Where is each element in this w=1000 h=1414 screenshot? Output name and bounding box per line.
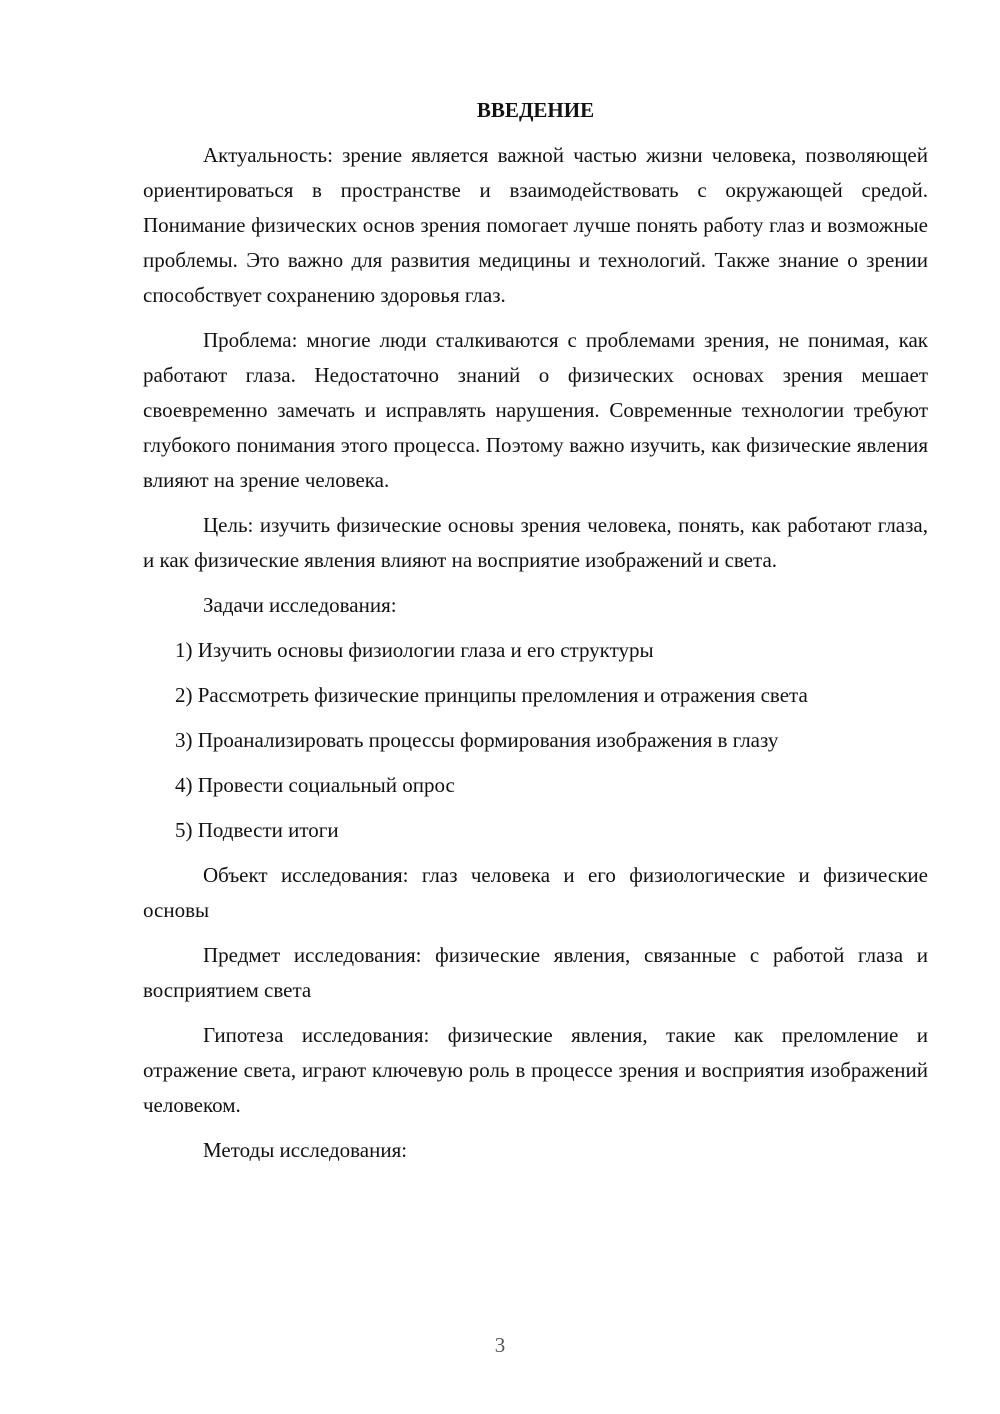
task-item: 3) Проанализировать процессы формирования изображения в глазу <box>175 728 779 752</box>
hypothesis-paragraph: Гипотеза исследования: физические явления, такие как преломление и отражение света, играют ключевую роль в процессе зрения и восприятия изображений человеком. <box>143 1023 928 1117</box>
task-item: 4) Провести социальный опрос <box>175 773 455 797</box>
relevance-paragraph: Актуальность: зрение является важной частью жизни человека, позволяющей ориентироваться в пространстве и взаимодействовать с окружающей средой. Понимание физических основ зрения помогает лучше понять работу глаз и возможные проблемы. Это важно для развития медицины и технологий. Также знание о зрении способствует сохранению здоровья глаз. <box>143 143 928 307</box>
tasks-list <box>143 633 928 848</box>
task-item: 5) Подвести итоги <box>175 818 339 842</box>
document-page <box>143 92 928 1178</box>
page-number: 3 <box>494 1333 506 1357</box>
section-title: ВВЕДЕНИЕ <box>476 98 595 122</box>
subject-paragraph: Предмет исследования: физические явления, связанные с работой глаза и восприятием света <box>143 943 928 1002</box>
methods-heading: Методы исследования: <box>203 1138 408 1162</box>
problem-paragraph: Проблема: многие люди сталкиваются с проблемами зрения, не понимая, как работают глаза. Недостаточно знаний о физических основах зрения мешает своевременно замечать и исправлять нарушения. Современные технологии требуют глубокого понимания этого процесса. Поэтому важно изучить, как физические явления влияют на зрение человека. <box>143 328 928 492</box>
tasks-heading: Задачи исследования: <box>203 593 397 617</box>
task-item: 1) Изучить основы физиологии глаза и его структуры <box>175 638 654 662</box>
goal-paragraph: Цель: изучить физические основы зрения человека, понять, как работают глаза, и как физические явления влияют на восприятие изображений и света. <box>143 513 928 572</box>
object-paragraph: Объект исследования: глаз человека и его физиологические и физические основы <box>143 863 928 922</box>
task-item: 2) Рассмотреть физические принципы преломления и отражения света <box>175 683 808 707</box>
